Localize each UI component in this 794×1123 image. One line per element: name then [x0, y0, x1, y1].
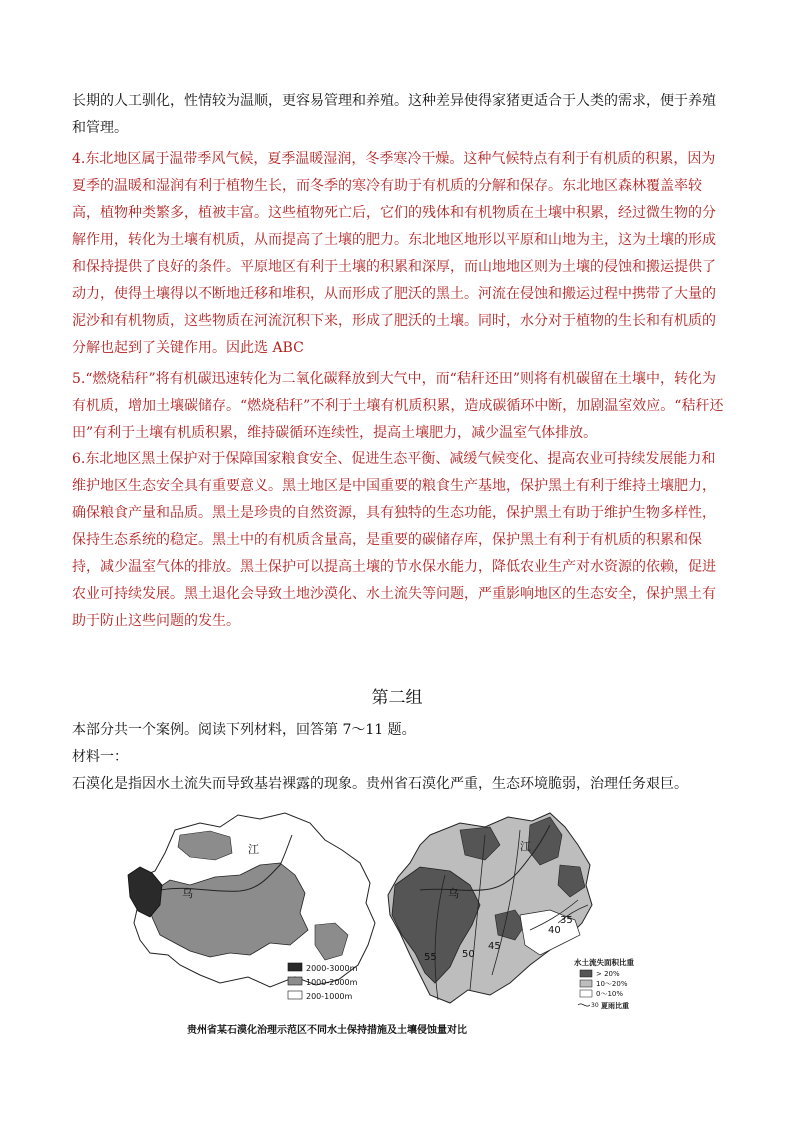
- river-label-jiang-left: 江: [248, 843, 259, 856]
- erosion-legend: [574, 957, 634, 1010]
- figure-maps: [120, 805, 680, 1020]
- river-label-wu-right: 乌: [448, 887, 459, 900]
- erosion-legend-mid: 10～20%: [596, 980, 628, 988]
- paragraph-intro-line2: 和管理。: [72, 120, 128, 136]
- paragraph-intro-line1: 长期的人工驯化，性情较为温顺，更容易管理和养殖。这种差异使得家猪更适合于人类的需求，便于养殖: [72, 93, 716, 109]
- material-text: 石漠化是指因水土流失而导致基岩裸露的现象。贵州省石漠化严重，生态环境脆弱，治理任务艰巨。: [72, 776, 688, 792]
- elevation-legend: [288, 963, 358, 1001]
- river-label-jiang-right: 江: [520, 840, 531, 853]
- erosion-legend-high: > 20%: [596, 970, 620, 978]
- material-label: 材料一：: [72, 749, 128, 765]
- isoline-legend-label: 夏雨比重: [601, 1002, 629, 1010]
- contour-label-40: 40: [548, 925, 561, 936]
- river-label-wu-left: 乌: [182, 887, 193, 900]
- contour-label-45: 45: [488, 941, 501, 952]
- legend-label-high: 2000-3000m: [306, 964, 358, 973]
- paragraph-intro: [72, 88, 724, 142]
- isoline-legend-value: 30: [591, 1002, 599, 1009]
- contour-label-50: 50: [462, 949, 475, 960]
- instruction-text: 本部分共一个案例。阅读下列材料，回答第 7～11 题。: [72, 722, 416, 738]
- contour-label-55: 55: [424, 952, 437, 963]
- answer-5: 5.“燃烧秸秆”将有机碳迅速转化为二氧化碳释放到大气中，而“秸秆还田”则将有机碳留在土壤中，转化为有机质，增加土壤碳储存。“燃烧秸秆”不利于土壤有机质积累，造成碳循环中断，加剧温室效应。“秸秆还田”有利于土壤有机质积累，维持碳循环连续性，提高土壤肥力，减少温室气体排放。: [72, 371, 724, 441]
- contour-label-35: 35: [560, 915, 573, 926]
- figure-caption: 贵州省某石漠化治理示范区不同水土保持措施及土壤侵蚀量对比: [187, 1025, 467, 1036]
- answer-4: 4.东北地区属于温带季风气候，夏季温暖湿润，冬季寒冷干燥。这种气候特点有利于有机质的积累，因为夏季的温暖和湿润有利于植物生长，而冬季的寒冷有助于有机质的分解和保存。东北地区森林覆盖率较高，植物种类繁多，植被丰富。这些植物死亡后，它们的残体和有机物质在土壤中积累，经过微生物的分解作用，转化为土壤有机质，从而提高了土壤的肥力。东北地区地形以平原和山地为主，这为土壤的形成和保持提供了良好的条件。平原地区有利于土壤的积累和深厚，而山地地区则为土壤的侵蚀和搬运提供了动力，使得土壤得以不断地迁移和堆积，从而形成了肥沃的黑土。河流在侵蚀和搬运过程中携带了大量的泥沙和有机物质，这些物质在河流沉积下来，形成了肥沃的土壤。同时，水分对于植物的生长和有机质的分解也起到了关键作用。因此选 ABC: [72, 151, 716, 356]
- section-title: 第二组: [371, 688, 423, 708]
- erosion-map: [388, 813, 634, 1010]
- erosion-legend-title: 水土流失面积比重: [574, 958, 634, 967]
- legend-label-mid: 1000-2000m: [306, 978, 358, 987]
- answer-6: 6.东北地区黑土保护对于保障国家粮食安全、促进生态平衡、减缓气候变化、提高农业可持续发展能力和维护地区生态安全具有重要意义。黑土地区是中国重要的粮食生产基地，保护黑土有利于维持土壤肥力，确保粮食产量和品质。黑土是珍贵的自然资源，具有独特的生态功能，保护黑土有助于维护生物多样性，保持生态系统的稳定。黑土中的有机质含量高，是重要的碳储存库，保护黑土有利于有机质的积累和保持，减少温室气体的排放。黑土保护可以提高土壤的节水保水能力，降低农业生产对水资源的依赖，促进农业可持续发展。黑土退化会导致土地沙漠化、水土流失等问题，严重影响地区的生态安全，保护黑土有助于防止这些问题的发生。: [72, 451, 716, 629]
- legend-label-low: 200-1000m: [306, 992, 353, 1001]
- erosion-legend-low: 0～10%: [596, 990, 624, 998]
- elevation-map: [128, 813, 375, 1001]
